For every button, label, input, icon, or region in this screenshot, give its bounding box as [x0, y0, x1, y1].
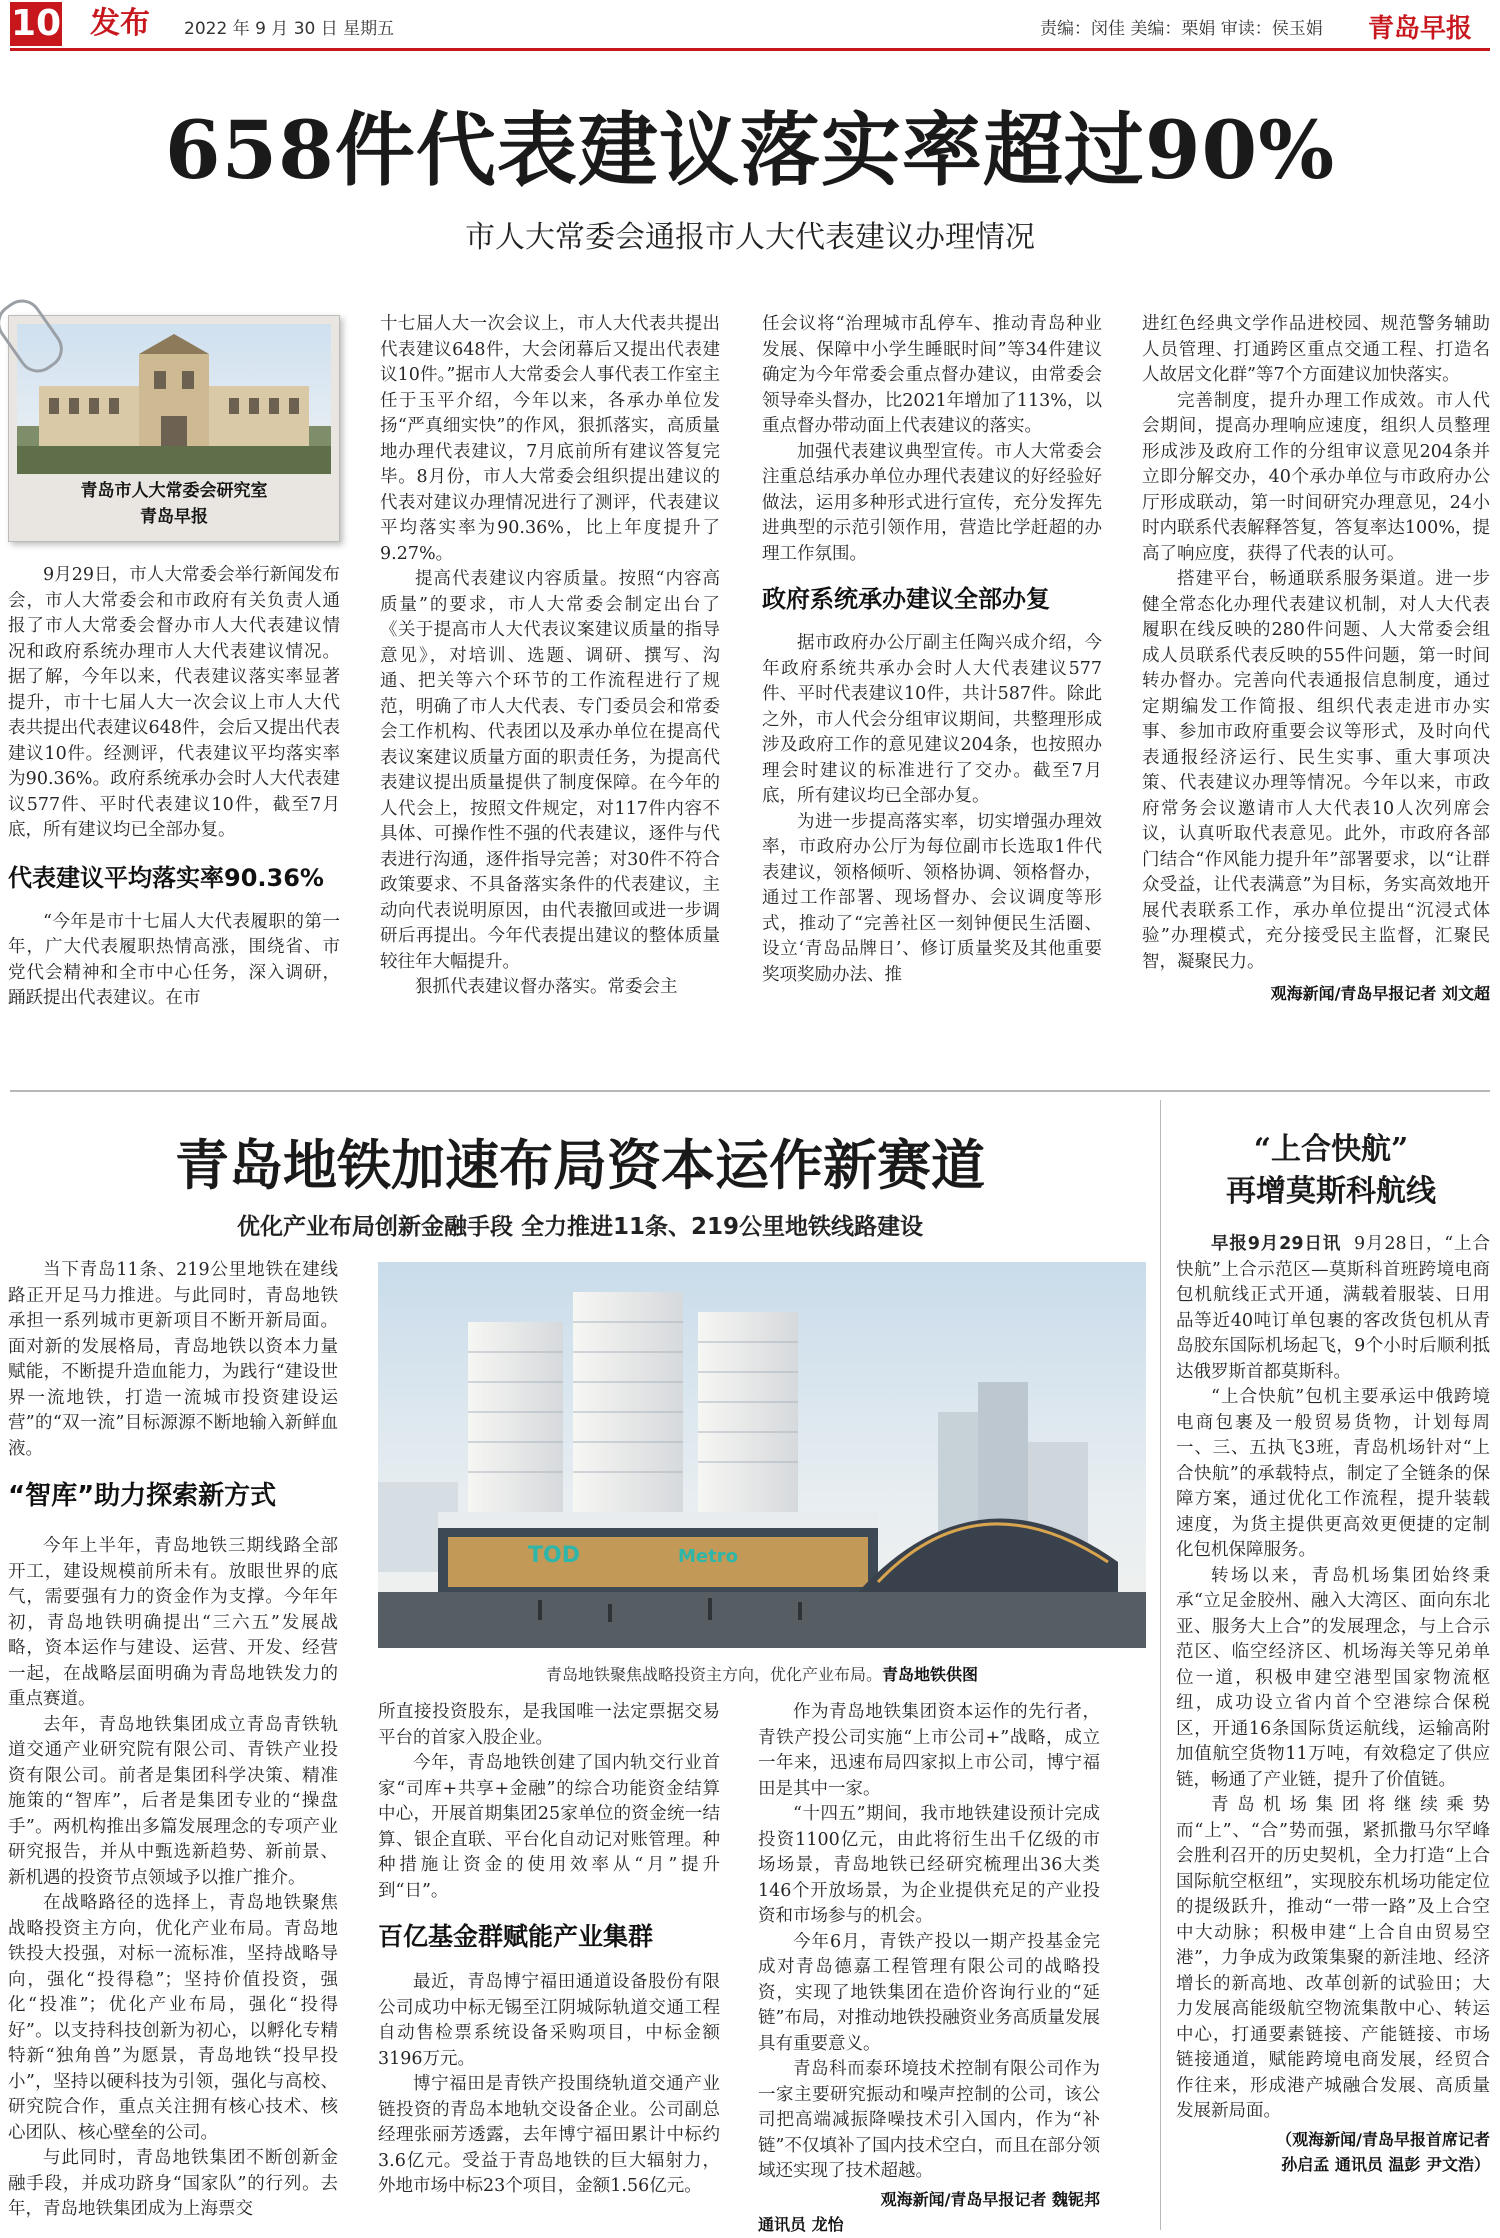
story2-byline-line2: 通讯员 龙怡 — [758, 2215, 844, 2234]
image-caption: 青岛地铁聚焦战略投资主方向，优化产业布局。 — [545, 1665, 882, 1684]
paragraph: 搭建平台，畅通联系服务渠道。进一步健全常态化办理代表建议机制，对人大代表履职在线反映的280件问题、人大常委会组成人员联系代表反映的55件问题，第一时间转办督办。完善向代表通报信息制度，通过定期编发工作简报、组织代表走进市办实事、参加市政府重要会议等形式，及时向代表通报经济运行、民生实事、重大事项决策、代表建议办理等情况。今年以来，市政府常务会议邀请市人大代表10人次列席会议，认真听取代表意见。此外，市政府各部门结合“作风能力提升年”部署要求，以“让群众受益，让代表满意”为目标，务实高效地开展代表联系工作，承办单位提出“沉浸式体验”办理模式，充分接受民主监督，汇聚民智，凝聚民力。 — [1142, 569, 1490, 972]
tod-sign: TOD — [528, 1543, 580, 1568]
page-header — [0, 0, 1500, 50]
story1-column-1 — [8, 563, 340, 1012]
issue-date: 2022 年 9 月 30 日 星期五 — [184, 19, 395, 39]
image-caption-row — [378, 1662, 1146, 1685]
story1-section1-paragraph: “今年是市十七届人大代表履职的第一年，广大代表履职热情高涨，围绕省、市党代会精神和全市中心任务，深入调研，踊跃提出代表建议。在市 — [8, 911, 340, 1008]
paragraph: 加强代表建议典型宣传。市人大常委会注重总结承办单位办理代表建议的好经验好做法，运用多种形式进行宣传，充分发挥先进典型的示范引领作用，营造比学赶超的办理工作氛围。 — [762, 441, 1102, 564]
paragraph: 任会议将“治理城市乱停车、推动青岛种业发展、保障中小学生睡眠时间”等34件建议确定为今年常委会重点督办建议，由常委会领导牵头督办，比2021年增加了113%，以重点督办带动面上代表建议的落实。 — [762, 314, 1102, 436]
story1-photo-frame — [8, 315, 340, 542]
paragraph: 去年，青岛地铁集团成立青岛青铁轨道交通产业研究院有限公司、青铁产业投资有限公司。前者是集团科学决策、精准施策的“智库”，后者是集团专业的“操盘手”。两机构推出多篇发展理念的专项产业研究报告，并从中甄选新趋势、新前景、新机遇的投资节点领域予以推广推介。 — [8, 1714, 338, 1888]
newspaper-logo: 青岛早报 — [1368, 14, 1473, 44]
paragraph: “上合快航”包机主要承运中俄跨境电商包裹及一般贸易货物，计划每周一、三、五执飞3班，青岛机场针对“上合快航”的承载特点，制定了全链条的保障方案，通过优化工作流程，提升装载速度，为货主提供更高效更便捷的定制化包机保障服务。 — [1176, 1387, 1490, 1560]
story3-column — [1176, 1232, 1490, 2178]
paragraph: 进红色经典文学作品进校园、规范警务辅助人员管理、打通跨区重点交通工程、打造名人故居文化群”等7个方面建议加快落实。 — [1142, 314, 1490, 385]
story1-headline: 658件代表建议落实率超过90% — [164, 103, 1336, 197]
paragraph: 作为青岛地铁集团资本运作的先行者，青铁产投公司实施“上市公司+”战略，成立一年来，迅速布局四家拟上市公司，博宁福田是其中一家。 — [758, 1702, 1100, 1799]
photo-caption-line2: 青岛早报 — [140, 507, 208, 527]
story2-byline-line1: 观海新闻/青岛早报记者 魏铌邦 — [880, 2189, 1100, 2209]
story2-column-2 — [378, 1700, 720, 2200]
header-rule — [10, 48, 1490, 51]
metro-rendering-image — [378, 1262, 1146, 1648]
paragraph: 为进一步提高落实率，切实增强办理效率，市政府办公厅为每位副市长选取1件代表建议，领格倾听、领格协调、领格督办，通过工作部署、现场督办、会议调度等形式，推动了“完善社区一刻钟便民生活圈、设立‘青岛品牌日’、修订质量奖及其他重要奖项奖励办法、推 — [762, 811, 1102, 985]
story2-headline: 青岛地铁加速布局资本运作新赛道 — [175, 1133, 985, 1197]
story3-byline-line2: 孙启孟 通讯员 温彭 尹文浩） — [1281, 2155, 1490, 2174]
story3-byline-line1: （观海新闻/青岛早报首席记者 — [1276, 2129, 1490, 2149]
paragraph: 提高代表建议内容质量。按照“内容高质量”的要求，市人大常委会制定出台了《关于提高市人大代表议案建议质量的指导意见》，对培训、选题、调研、撰写、沟通、把关等六个环节的工作流程进行了规范，明确了市人大代表、专门委员会和常委会工作机构、代表团以及承办单位在提高代表议案建议质量方面的职责任务，为提高代表建议提出质量提供了制度保障。在今年的人代会上，按照文件规定，对117件内容不具体、可操作性不强的代表建议，逐件与代表进行沟通，逐件指导完善；对30件不符合政策要求、不具备落实条件的代表建议，主动向代表说明原因，由代表撤回或进一步调研后再提出。今年代表提出建议的整体质量较往年大幅提升。 — [380, 569, 720, 972]
paragraph: 与此同时，青岛地铁集团不断创新金融手段，并成功跻身“国家队”的行列。去年，青岛地铁集团成为上海票交 — [8, 2148, 338, 2219]
story3-headline-line1: “上合快航” — [1253, 1132, 1409, 1167]
section-label: 发布 — [90, 6, 150, 41]
paragraph: 今年6月，青铁产投以一期产投基金完成对青岛德嘉工程管理有限公司的战略投资，实现了地铁集团在造价咨询行业的“延链”布局，对推动地铁投融资业务高质量发展具有重要意义。 — [758, 1931, 1100, 2054]
paragraph: 转场以来，青岛机场集团始终秉承“立足金胶州、融入大湾区、面向东北亚、服务大上合”的发展理念，与上合示范区、临空经济区、机场海关等兄弟单位一道，积极申建空港型国家物流枢纽，成功设立省内首个空港综合保税区，开通16条国际货运航线，运输高附加值航空货物11万吨，有效稳定了供应链，畅通了产业链，提升了价值链。 — [1176, 1565, 1490, 1790]
column-divider — [1160, 1100, 1161, 2230]
paragraph: 今年，青岛地铁创建了国内轨交行业首家“司库+共享+金融”的综合功能资金结算中心，开展首期集团25家单位的资金统一结算、银企直联、平台化自动记对账管理。种种措施让资金的使用效率从“月”提升到“日”。 — [378, 1753, 720, 1901]
story1-column-2 — [380, 312, 720, 1001]
story2-section2-title: 百亿基金群赋能产业集群 — [378, 1922, 654, 1951]
paragraph: 据市政府办公厅副主任陶兴成介绍，今年政府系统共承办会时人大代表建议577件、平时代表建议10件，共计587件。除此之外，市人代会分组审议期间，共整理形成涉及政府工作的意见建议204条，也按照办理会时建议的标准进行了交办。截至7月底，所有建议均已全部办复。 — [762, 633, 1102, 806]
story1-subhead: 市人大常委会通报市人大代表建议办理情况 — [465, 220, 1035, 255]
story2-lead: 当下青岛11条、219公里地铁在建线路正开足马力推进。与此同时，青岛地铁承担一系列城市更新项目不断开新局面。面对新的发展格局，青岛地铁以资本力量赋能，不断提升造血能力，为践行“建设世界一流地铁，打造一流城市投资建设运营”的“双一流”目标源源不断地输入新鲜血液。 — [8, 1260, 338, 1459]
metro-sign: Metro — [678, 1546, 738, 1567]
paragraph: 完善制度，提升办理工作成效。市人代会期间，提高办理响应速度，组织人员整理形成涉及政府工作的分组审议意见204条并立即分解交办，40个承办单位与市政府办公厅形成联动，第一时间研究办理意见，24小时内联系代表解释答复，答复率达100%，提高了响应度，获得了代表的认可。 — [1142, 390, 1490, 564]
paragraph: 十七届人大一次会议上，市人大代表共提出代表建议648件，大会闭幕后又提出代表建议10件。”据市人大常委会人事代表工作室主任于玉平介绍，今年以来，各承办单位发扬“严真细实快”的作风，狠抓落实，高质量地办理代表建议，7月底前所有建议答复完毕。8月份，市人大常委会组织提出建议的代表对建议办理情况进行了测评，代表建议平均落实率为90.36%，比上年度提升了9.27%。 — [380, 314, 720, 564]
story1-column-4 — [1142, 312, 1490, 1007]
paragraph: 博宁福田是青铁产投围绕轨道交通产业链投资的青岛本地轨交设备企业。公司副总经理张丽芳透露，去年博宁福田累计中标约3.6亿元。受益于青岛地铁的巨大辐射力，外地市场中标23个项目，金额1.56亿元。 — [378, 2074, 720, 2196]
paragraph: 在战略路径的选择上，青岛地铁聚焦战略投资主方向，优化产业布局。青岛地铁投大投强，对标一流标准，坚持战略导向，强化“投得稳”；坚持价值投资，强化“投准”；优化产业布局，强化“投得好”。以支持科技创新为初心，以孵化专精特新“独角兽”为愿景，青岛地铁“投早投小”，坚持以硬科技为引领，强化与高校、研究院合作，重点关注拥有核心技术、核心团队、核心壁垒的公司。 — [8, 1893, 338, 2143]
story1-section1-title: 代表建议平均落实率90.36% — [8, 863, 324, 892]
page-number: 10 — [10, 3, 62, 44]
section-divider — [10, 1090, 1490, 1092]
story2-column-1 — [8, 1258, 338, 2223]
story2-column-3 — [758, 1700, 1100, 2238]
paragraph: 今年上半年，青岛地铁三期线路全部开工，建设规模前所未有。放眼世界的底气，需要强有力的资金作为支撑。今年年初，青岛地铁明确提出“三六五”发展战略，资本运作与建设、运营、开发、经营一起，在战略层面明确为青岛地铁发力的重点赛道。 — [8, 1536, 338, 1709]
story1-lead: 9月29日，市人大常委会举行新闻发布会，市人大常委会和市政府有关负责人通报了市人大常委会督办市人大代表建议情况和政府系统办理市人大代表建议情况。据了解，今年以来，代表建议落实率显著提升，市十七届人大一次会议上市人大代表共提出代表建议648件，会后又提出代表建议10件。经测评，代表建议平均落实率为90.36%。政府系统承办会时人大代表建议577件、平时代表建议10件，截至7月底，所有建议均已全部办复。 — [8, 565, 340, 840]
story1-column-3 — [762, 312, 1102, 988]
story2-section1-title: “智库”助力探索新方式 — [8, 1481, 277, 1511]
story3-headline-line2: 再增莫斯科航线 — [1226, 1174, 1436, 1209]
paragraph: 狠抓代表建议督办落实。常委会主 — [415, 977, 678, 997]
photo-caption-line1: 青岛市人大常委会研究室 — [80, 481, 268, 501]
paragraph: “十四五”期间，我市地铁建设预计完成投资1100亿元，由此将衍生出千亿级的市场场景，青岛地铁已经研究梳理出36大类146个开放场景，为企业提供充足的产业投资和市场参与的机会。 — [758, 1804, 1100, 1926]
story3-lead-text: 9月28日，“上合快航”上合示范区—莫斯科首班跨境电商包机航线正式开通，满载着服装、日用品等近40吨订单包裹的客改货包机从青岛胶东国际机场起飞，9个小时后顺利抵达俄罗斯首都莫斯科。 — [1176, 1234, 1490, 1382]
story1-byline: 观海新闻/青岛早报记者 刘文超 — [1270, 984, 1490, 1003]
story1-section2-title: 政府系统承办建议全部办复 — [762, 585, 1050, 613]
paragraph: 所直接投资股东，是我国唯一法定票据交易平台的首家入股企业。 — [378, 1702, 720, 1748]
story3-lead — [1176, 1232, 1490, 1385]
story2-subhead: 优化产业布局创新金融手段 全力推进11条、219公里地铁线路建设 — [236, 1214, 924, 1240]
paragraph: 青岛机场集团将继续乘势而“上”、“合”势而强，紧抓撒马尔罕峰会胜利召开的历史契机，全力打造“上合国际航空枢纽”，实现胶东机场功能定位的提级跃升，推动“一带一路”及上合空中大动脉；积极申建“上合自由贸易空港”，力争成为政策集聚的新洼地、经济增长的新高地、改革创新的试验田；大力发展高能级航空物流集散中心、转运中心，打通要素链接、产能链接、市场链接通道，赋能跨境电商发展，经贸合作往来，形成港产城融合发展、高质量发展新局面。 — [1176, 1795, 1490, 2121]
paragraph: 青岛科而泰环境技术控制有限公司作为一家主要研究振动和噪声控制的公司，该公司把高端减振降噪技术引入国内，作为“补链”不仅填补了国内技术空白，而且在部分领域还实现了技术超越。 — [758, 2059, 1100, 2181]
image-credit: 青岛地铁供图 — [882, 1665, 979, 1684]
paragraph: 最近，青岛博宁福田通道设备股份有限公司成功中标无锡至江阴城际轨道交通工程自动售检票系统设备采购项目，中标金额3196万元。 — [378, 1972, 720, 2069]
editor-credits: 责编：闵佳 美编：栗娟 审读：侯玉娟 — [1040, 19, 1323, 39]
dateline: 早报9月29日讯 — [1211, 1234, 1342, 1254]
tod-building-rendering — [378, 1262, 1146, 1648]
